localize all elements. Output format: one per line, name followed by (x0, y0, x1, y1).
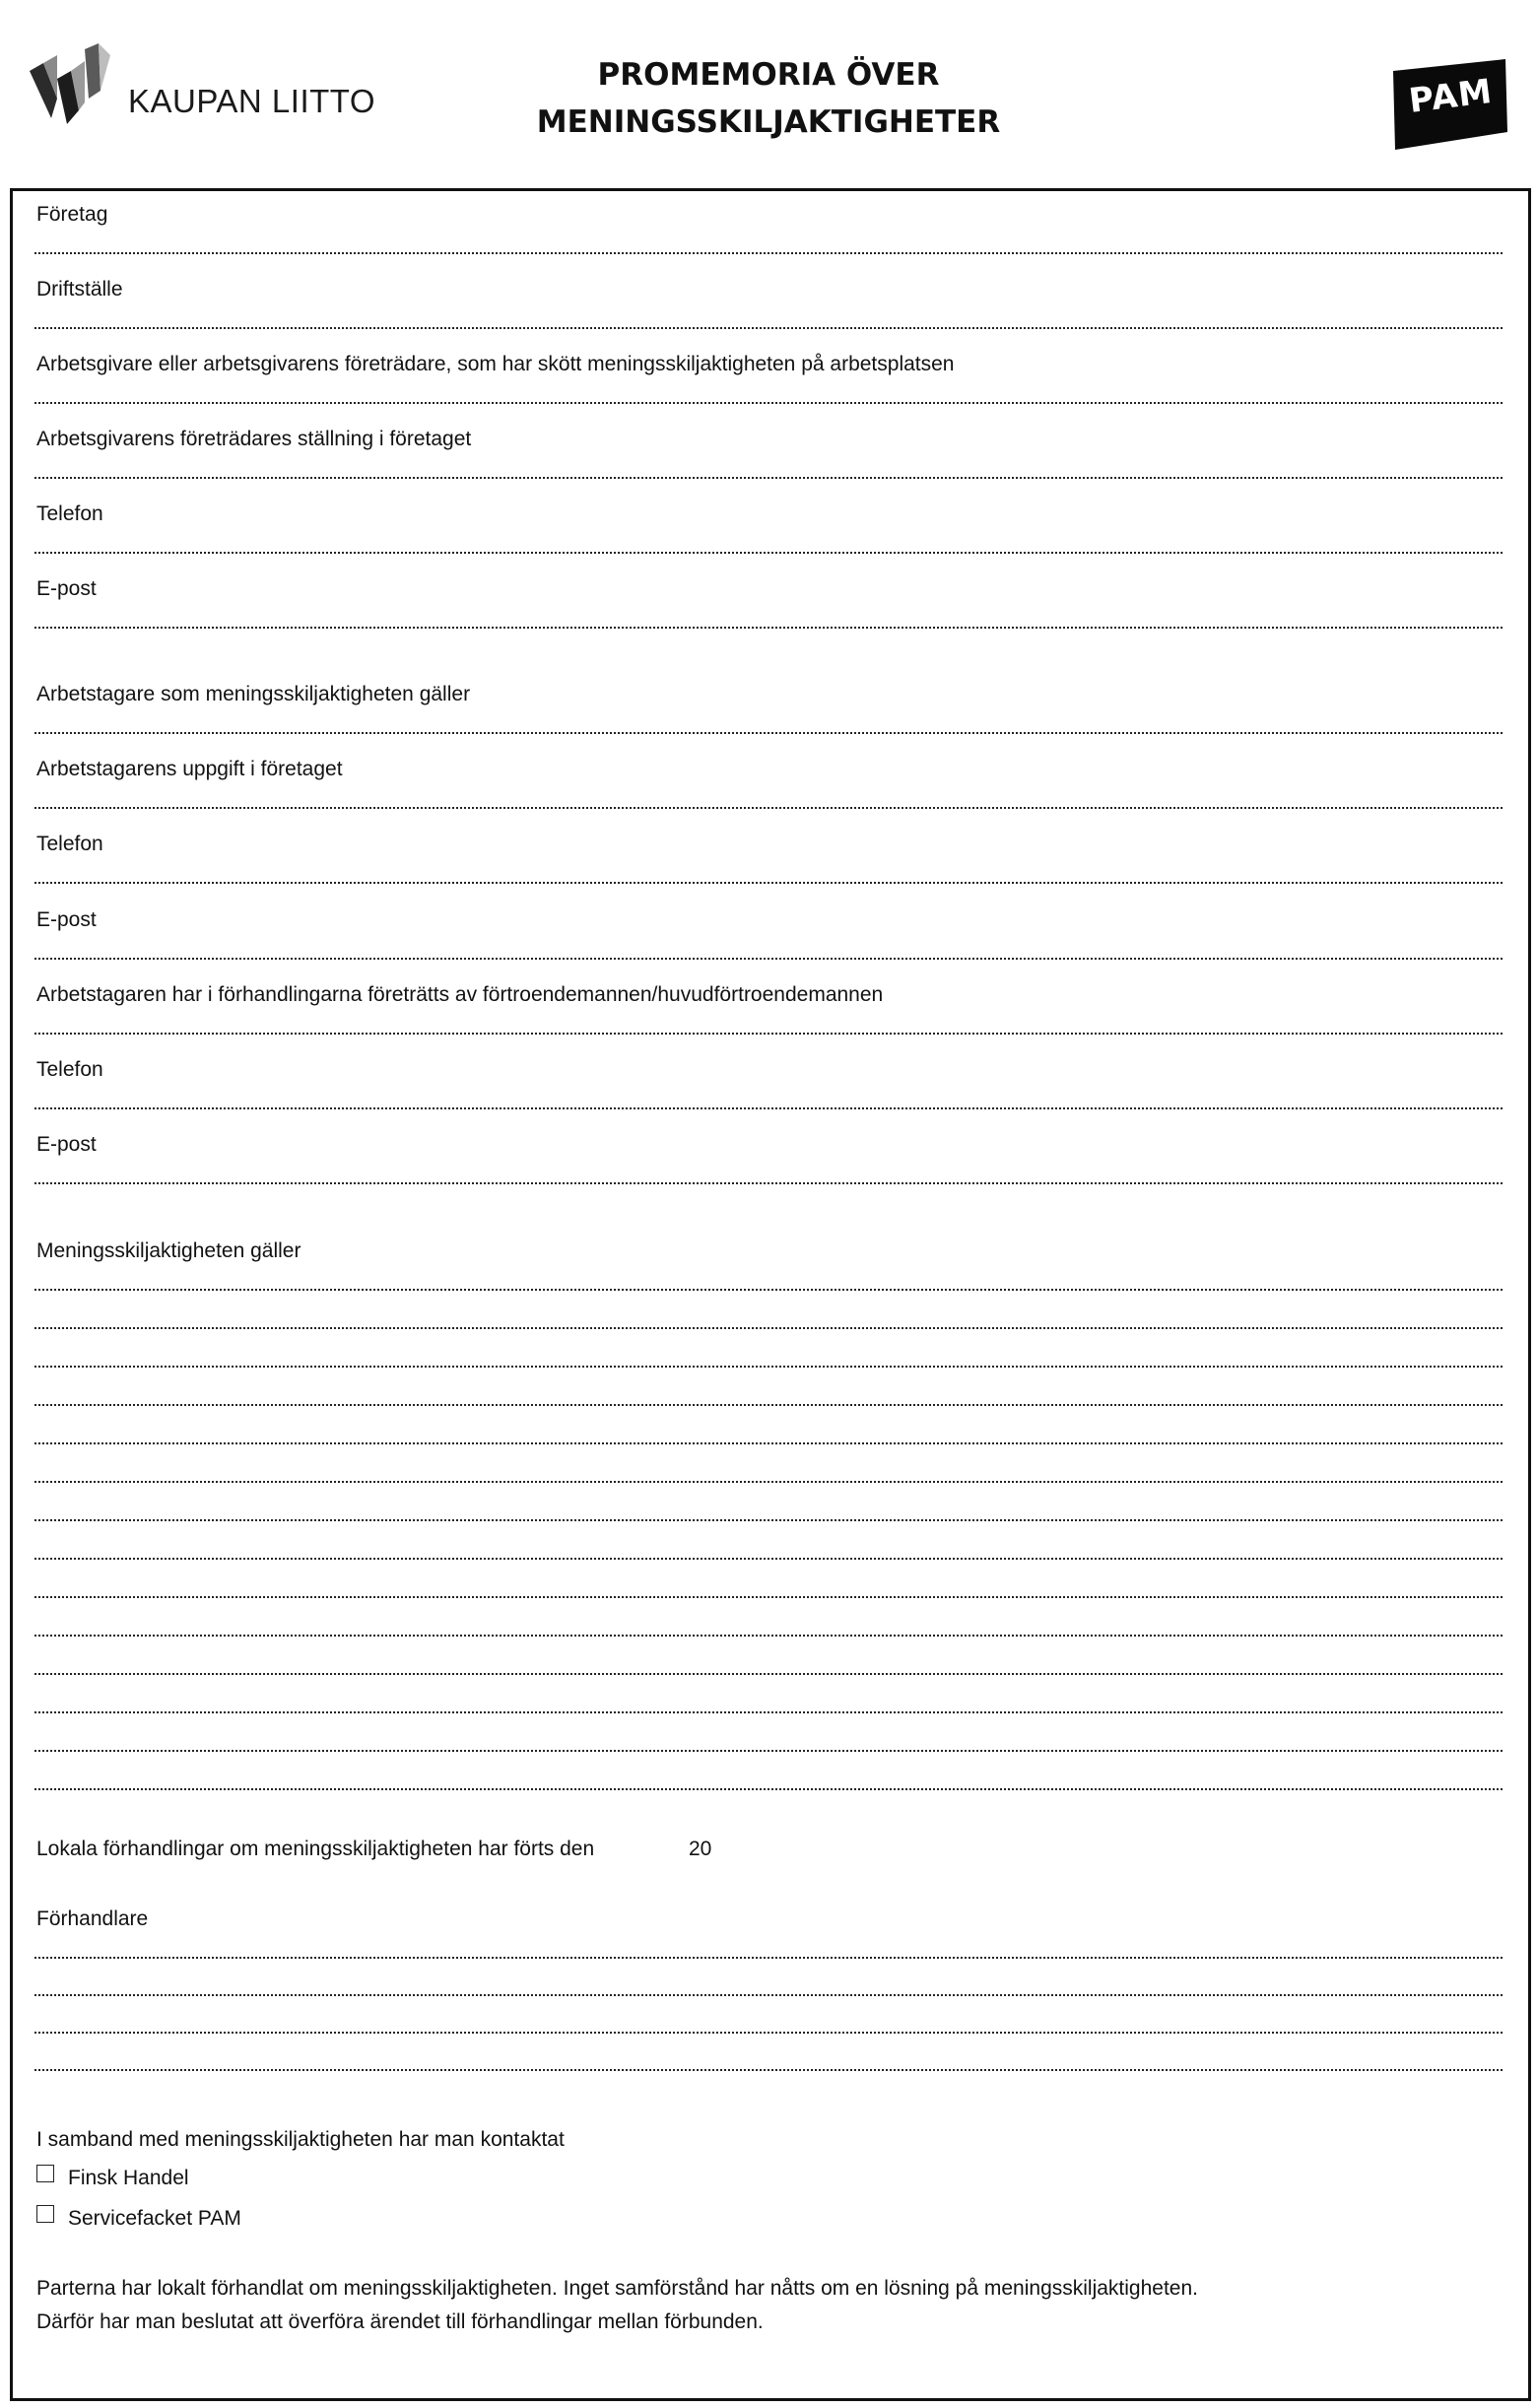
page-header (0, 0, 1537, 187)
kaupan-liitto-logo (28, 41, 376, 140)
employer-email-label: E-post (36, 577, 97, 600)
dispute-line[interactable] (34, 1788, 1503, 1790)
negotiator-line[interactable] (34, 2069, 1503, 2071)
employee-phone-label: Telefon (36, 833, 103, 855)
employee-task-label: Arbetstagarens uppgift i företaget (36, 758, 343, 780)
dispute-line[interactable] (34, 1481, 1503, 1483)
shop-steward-email-field[interactable] (34, 1182, 1503, 1184)
statement-line-1: Parterna har lokalt förhandlat om meningsskiljaktigheten. Inget samförstånd har nåtts om en lösning på meningsskiljaktigheten. (36, 2277, 1198, 2300)
pam-logo-text: PAM (1406, 71, 1496, 121)
negotiator-line[interactable] (34, 1994, 1503, 1996)
employer-representative-label: Arbetsgivare eller arbetsgivarens företrädare, som har skött meningsskiljaktigheten på arbetsplatsen (36, 353, 955, 375)
dispute-line[interactable] (34, 1289, 1503, 1291)
dispute-line[interactable] (34, 1558, 1503, 1560)
employer-position-field[interactable] (34, 477, 1503, 479)
employee-task-field[interactable] (34, 807, 1503, 809)
company-label: Företag (36, 203, 108, 226)
employer-phone-field[interactable] (34, 552, 1503, 554)
site-label: Driftställe (36, 278, 123, 301)
finsk-handel-label: Finsk Handel (68, 2167, 189, 2189)
title-line-2: MENINGSSKILJAKTIGHETER (536, 104, 1001, 140)
site-field[interactable] (34, 327, 1503, 329)
negotiator-line[interactable] (34, 2032, 1503, 2034)
dispute-label: Meningsskiljaktigheten gäller (36, 1239, 301, 1262)
shop-steward-label: Arbetstagaren har i förhandlingarna företrätts av förtroendemannen/huvudförtroendemannen (36, 983, 884, 1006)
dispute-line[interactable] (34, 1366, 1503, 1368)
shop-steward-email-label: E-post (36, 1133, 97, 1156)
dispute-line[interactable] (34, 1673, 1503, 1675)
memo-form (10, 188, 1531, 2401)
finsk-handel-checkbox[interactable] (36, 2165, 54, 2182)
shop-steward-phone-field[interactable] (34, 1107, 1503, 1109)
employee-email-label: E-post (36, 908, 97, 931)
dispute-line[interactable] (34, 1404, 1503, 1406)
negotiation-date-label: Lokala förhandlingar om meningsskiljaktigheten har förts den (36, 1838, 595, 1860)
dispute-line[interactable] (34, 1442, 1503, 1444)
dispute-line[interactable] (34, 1327, 1503, 1329)
negotiators-label: Förhandlare (36, 1907, 149, 1930)
page-title (473, 51, 1064, 146)
company-field[interactable] (34, 252, 1503, 254)
negotiator-line[interactable] (34, 1957, 1503, 1959)
negotiation-year-prefix: 20 (689, 1838, 712, 1860)
employee-name-label: Arbetstagare som meningsskiljaktigheten gäller (36, 683, 471, 705)
employee-phone-field[interactable] (34, 882, 1503, 884)
employer-position-label: Arbetsgivarens företrädares ställning i företaget (36, 428, 472, 450)
kaupan-liitto-logo-text: KAUPAN LIITTO (128, 83, 376, 119)
dispute-line[interactable] (34, 1596, 1503, 1598)
dispute-line[interactable] (34, 1750, 1503, 1752)
shop-steward-phone-label: Telefon (36, 1058, 103, 1081)
pam-logo (1387, 55, 1509, 154)
employer-representative-field[interactable] (34, 402, 1503, 404)
dispute-line[interactable] (34, 1711, 1503, 1713)
employer-phone-label: Telefon (36, 502, 103, 525)
employee-name-field[interactable] (34, 732, 1503, 734)
kaupan-liitto-logo-mark-icon (28, 41, 126, 140)
dispute-line[interactable] (34, 1635, 1503, 1637)
shop-steward-field[interactable] (34, 1033, 1503, 1035)
contacts-label: I samband med meningsskiljaktigheten har man kontaktat (36, 2128, 565, 2151)
title-line-1: PROMEMORIA ÖVER (597, 57, 940, 93)
servicefacket-pam-label: Servicefacket PAM (68, 2207, 241, 2230)
servicefacket-pam-checkbox[interactable] (36, 2205, 54, 2223)
statement-line-2: Därför har man beslutat att överföra ärendet till förhandlingar mellan förbunden. (36, 2310, 764, 2333)
employee-email-field[interactable] (34, 958, 1503, 960)
employer-email-field[interactable] (34, 627, 1503, 629)
dispute-line[interactable] (34, 1519, 1503, 1521)
